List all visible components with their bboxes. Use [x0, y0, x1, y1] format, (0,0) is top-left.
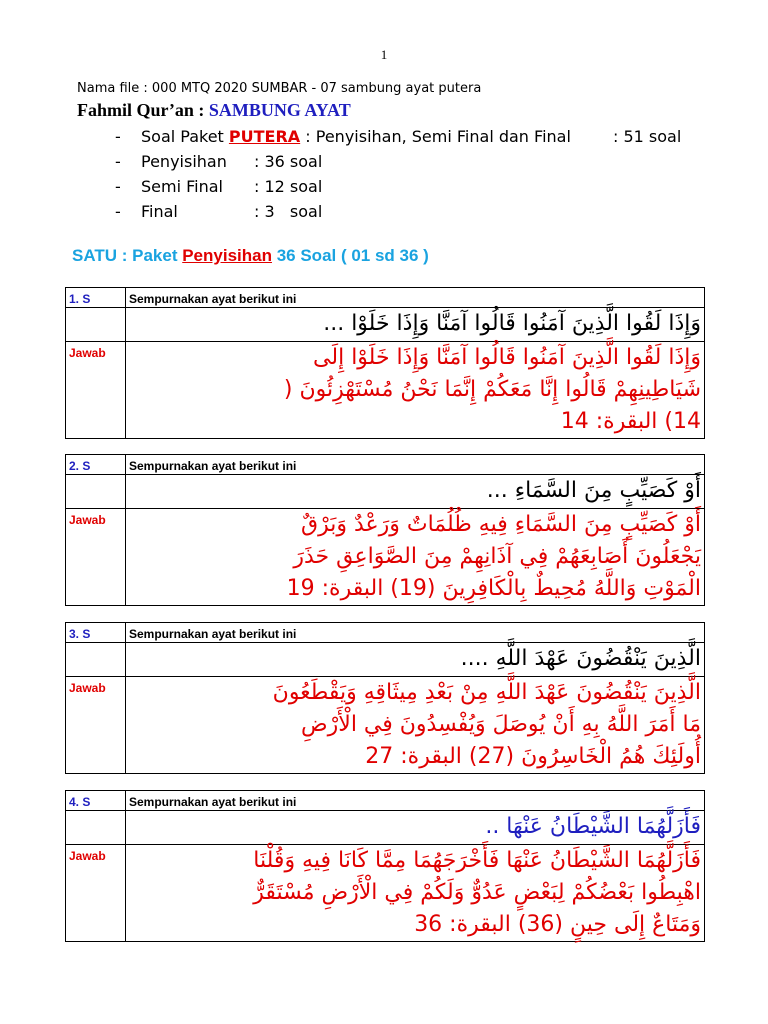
title-sub: SAMBUNG AYAT: [208, 100, 351, 120]
question-ayat: فَأَزَلَّهُمَا الشَّيْطَانُ عَنْهَا ..: [126, 811, 705, 845]
question-table-3: [65, 622, 705, 774]
question-number: 4. S: [69, 795, 91, 809]
answer-ayat: فَأَزَلَّهُمَا الشَّيْطَانُ عَنْهَا فَأَخْرَجَهُمَا مِمَّا كَانَا فِيهِ وَقُلْنَا اهْبِطُوا بَعْضُكُمْ لِبَعْضٍ عَدُوٌّ وَلَكُمْ فِي الْأَرْضِ مُسْتَقَرٌّ وَمَتَاعٌ إِلَى حِينٍ (36) البقرة: 36: [126, 845, 705, 942]
question-number: 3. S: [69, 627, 91, 641]
putera-highlight: PUTERA: [228, 127, 301, 146]
jawab-label: Jawab: [69, 849, 106, 863]
page-title: [77, 100, 351, 121]
answer-ayat: وَإِذَا لَقُوا الَّذِينَ آمَنُوا قَالُوا آمَنَّا وَإِذَا خَلَوْا إِلَى شَيَاطِينِهِمْ قَالُوا إِنَّا مَعَكُمْ إِنَّمَا نَحْنُ مُسْتَهْزِئُونَ ( 14) البقرة: 14: [126, 342, 705, 439]
question-number: 1. S: [69, 292, 91, 306]
jawab-label: Jawab: [69, 513, 106, 527]
question-ayat: الَّذِينَ يَنْقُضُونَ عَهْدَ اللَّهِ ....: [126, 643, 705, 677]
jawab-label: Jawab: [69, 346, 106, 360]
summary-penyisihan: - Penyisihan : 36 soal: [115, 152, 323, 171]
title-main: Fahmil Qur’an :: [77, 100, 209, 120]
question-table-4: [65, 790, 705, 942]
instruction: Sempurnakan ayat berikut ini: [129, 795, 297, 809]
page-number: 1: [380, 47, 388, 62]
summary-final: - Final : 3 soal: [115, 202, 323, 221]
summary-semi-final: - Semi Final : 12 soal: [115, 177, 323, 196]
jawab-label: Jawab: [69, 681, 106, 695]
package-summary: [115, 124, 682, 224]
question-number: 2. S: [69, 459, 91, 473]
question-ayat: أَوْ كَصَيِّبٍ مِنَ السَّمَاءِ ...: [126, 475, 705, 509]
section-heading: SATU : Paket Penyisihan 36 Soal ( 01 sd 36 ): [72, 246, 429, 265]
question-table-1: [65, 287, 705, 439]
answer-ayat: الَّذِينَ يَنْقُضُونَ عَهْدَ اللَّهِ مِنْ بَعْدِ مِيثَاقِهِ وَيَقْطَعُونَ مَا أَمَرَ اللَّهُ بِهِ أَنْ يُوصَلَ وَيُفْسِدُونَ فِي الْأَرْضِ أُولَئِكَ هُمُ الْخَاسِرُونَ (27) البقرة: 27: [126, 677, 705, 774]
question-table-2: [65, 454, 705, 606]
instruction: Sempurnakan ayat berikut ini: [129, 627, 297, 641]
answer-ayat: أَوْ كَصَيِّبٍ مِنَ السَّمَاءِ فِيهِ ظُلُمَاتٌ وَرَعْدٌ وَبَرْقٌ يَجْعَلُونَ أَصَابِعَهُمْ فِي آذَانِهِمْ مِنَ الصَّوَاعِقِ حَذَرَ الْمَوْتِ وَاللَّهُ مُحِيطٌ بِالْكَافِرِينَ (19) البقرة: 19: [126, 509, 705, 606]
question-ayat: وَإِذَا لَقُوا الَّذِينَ آمَنُوا قَالُوا آمَنَّا وَإِذَا خَلَوْا ...: [126, 308, 705, 342]
instruction: Sempurnakan ayat berikut ini: [129, 292, 297, 306]
summary-soal-paket: - Soal Paket PUTERA : Penyisihan, Semi Final dan Final : 51 soal: [115, 127, 682, 146]
instruction: Sempurnakan ayat berikut ini: [129, 459, 297, 473]
file-name: Nama file : 000 MTQ 2020 SUMBAR - 07 sambung ayat putera: [77, 81, 482, 96]
